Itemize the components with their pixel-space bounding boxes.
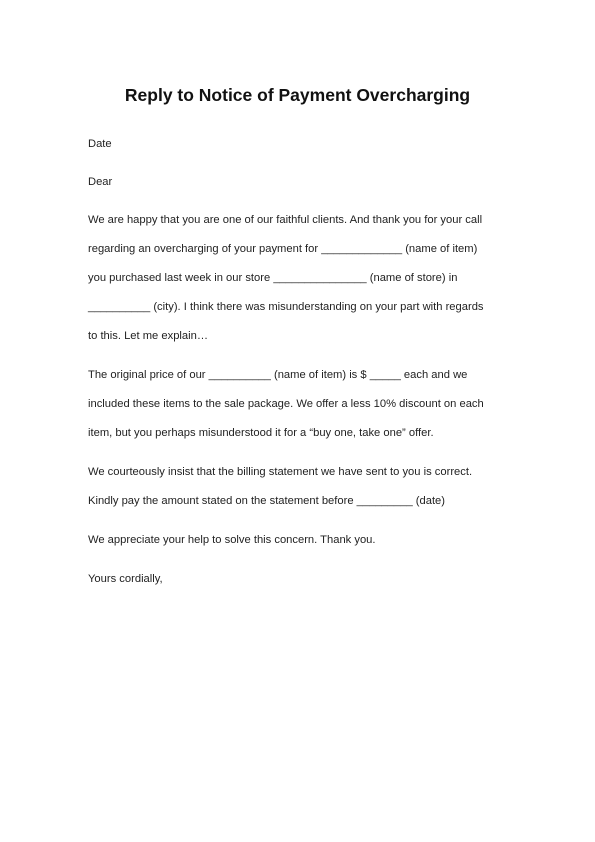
paragraph-line: __________ (city). I think there was misunderstanding on your part with regards xyxy=(88,301,484,313)
closing: Yours cordially, xyxy=(88,573,163,585)
salutation: Dear xyxy=(88,176,113,188)
paragraph-intro xyxy=(88,206,518,351)
date-line: Date xyxy=(88,138,112,150)
paragraph-line: you purchased last week in our store _______________ (name of store) in xyxy=(88,272,458,284)
paragraph-pricing xyxy=(88,361,518,448)
page-title: Reply to Notice of Payment Overcharging xyxy=(124,85,471,105)
paragraph-billing xyxy=(88,458,518,516)
paragraph-line: included these items to the sale package. We offer a less 10% discount on each xyxy=(88,398,484,410)
paragraph-line: We courteously insist that the billing statement we have sent to you is correct. xyxy=(88,466,473,478)
paragraph-thanks: We appreciate your help to solve this concern. Thank you. xyxy=(88,534,376,546)
paragraph-line: to this. Let me explain… xyxy=(88,330,209,342)
paragraph-line: regarding an overcharging of your payment for _____________ (name of item) xyxy=(88,243,478,255)
letter-body xyxy=(88,130,518,594)
paragraph-line: Kindly pay the amount stated on the statement before _________ (date) xyxy=(88,495,446,507)
paragraph-line: We are happy that you are one of our faithful clients. And thank you for your call xyxy=(88,214,483,226)
paragraph-line: The original price of our __________ (name of item) is $ _____ each and we xyxy=(88,369,468,381)
paragraph-line: item, but you perhaps misunderstood it for a “buy one, take one” offer. xyxy=(88,427,434,439)
